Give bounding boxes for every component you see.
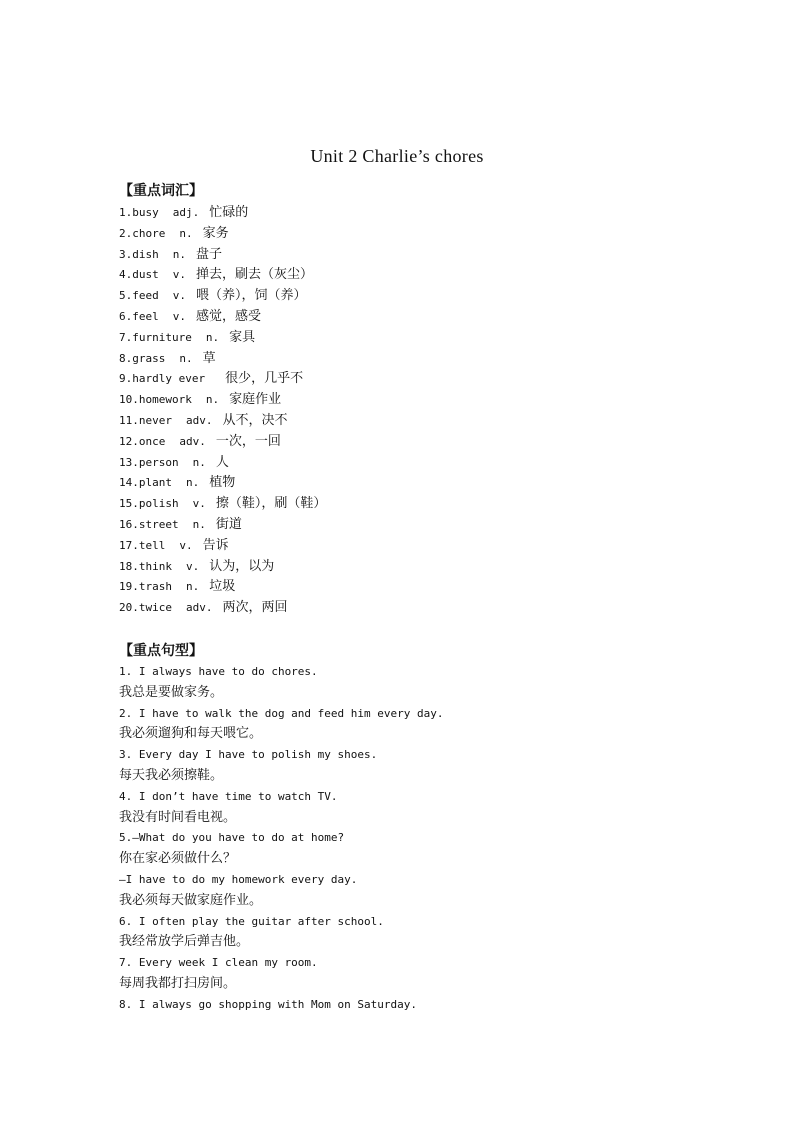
vocab-word: 8.grass	[119, 351, 166, 365]
vocab-pos: v.	[172, 309, 186, 323]
vocab-word: 1.busy	[119, 206, 159, 219]
vocab-item	[119, 576, 739, 597]
vocab-item	[119, 410, 739, 431]
sentence-chinese: 我总是要做家务。	[119, 684, 224, 700]
vocab-pos: n.	[185, 476, 200, 490]
vocab-item	[119, 223, 739, 244]
vocab-pos: v.	[172, 268, 186, 282]
vocab-pos: n.	[192, 455, 206, 469]
vocab-item	[119, 493, 739, 514]
vocab-meaning: 两次，两回	[222, 600, 288, 616]
sentence-heading: 【重点句型】	[119, 642, 203, 659]
vocab-word: 19.trash	[119, 580, 172, 594]
vocab-meaning: 人	[215, 454, 229, 470]
vocab-pos: n.	[185, 580, 200, 594]
vocab-pos: adj.	[172, 206, 200, 219]
sentence-chinese: 我必须遛狗和每天喂它。	[119, 726, 263, 742]
vocab-item	[119, 597, 739, 618]
vocab-word: 10.homework	[119, 393, 192, 407]
vocab-pos: n.	[179, 226, 193, 240]
document-body	[119, 180, 739, 1015]
vocab-pos: adv.	[179, 434, 206, 448]
sentence-list	[119, 662, 739, 1016]
vocab-item	[119, 244, 739, 265]
vocab-pos: n.	[172, 247, 186, 261]
vocab-item	[119, 202, 739, 223]
vocab-word: 16.street	[119, 517, 179, 531]
vocab-meaning: 喂（养），饲（养）	[196, 288, 307, 304]
vocab-pos: v.	[185, 559, 200, 573]
vocab-meaning: 家庭作业	[229, 392, 282, 408]
page-title: Unit 2 Charlie’s chores	[310, 146, 484, 166]
vocab-meaning: 街道	[215, 516, 242, 532]
sentence-chinese: 我必须每天做家庭作业。	[119, 892, 263, 908]
vocab-word: 3.dish	[119, 247, 159, 261]
vocab-word: 12.once	[119, 434, 166, 448]
sentence-chinese: 每周我都打扫房间。	[119, 975, 237, 991]
vocab-pos: n.	[205, 330, 220, 344]
sentence-english: 3. Every day I have to polish my shoes.	[119, 748, 378, 762]
vocab-item	[119, 285, 739, 306]
sentence-chinese: 我没有时间看电视。	[119, 809, 237, 825]
vocab-item	[119, 327, 739, 348]
vocab-item	[119, 306, 739, 327]
sentence-english: 8. I always go shopping with Mom on Saturday.	[119, 997, 418, 1011]
vocab-item	[119, 264, 739, 285]
vocab-meaning: 从不，决不	[222, 412, 288, 428]
sentence-english: 7. Every week I clean my room.	[119, 956, 318, 970]
sentence-chinese: 我经常放学后弹吉他。	[119, 934, 250, 950]
vocab-meaning: 告诉	[202, 537, 229, 553]
vocab-item	[119, 472, 739, 493]
vocab-item	[119, 431, 739, 452]
sentence-chinese: 每天我必须擦鞋。	[119, 767, 224, 783]
sentence-english: 2. I have to walk the dog and feed him every day.	[119, 706, 444, 720]
vocab-meaning: 掸去，刷去（灰尘）	[196, 267, 314, 283]
vocab-list	[119, 202, 739, 618]
vocab-word: 13.person	[119, 455, 179, 469]
vocab-meaning: 草	[202, 350, 216, 366]
vocab-meaning: 擦（鞋），刷（鞋）	[215, 496, 327, 512]
sentence-chinese: 你在家必须做什么？	[119, 851, 237, 867]
vocab-word: 6.feel	[119, 309, 159, 323]
vocab-word: 4.dust	[119, 268, 159, 282]
vocab-meaning: 认为，以为	[209, 558, 275, 574]
vocab-pos: n.	[205, 393, 220, 407]
vocab-item	[119, 389, 739, 410]
vocab-pos: adv.	[185, 601, 213, 615]
vocab-word: 14.plant	[119, 476, 172, 490]
vocab-pos: v.	[172, 289, 186, 303]
vocab-word: 2.chore	[119, 226, 166, 240]
vocab-heading: 【重点词汇】	[119, 183, 203, 199]
vocab-item	[119, 368, 739, 389]
vocab-word: 7.furniture	[119, 330, 192, 344]
vocab-meaning: 家务	[202, 225, 229, 241]
vocab-item	[119, 452, 739, 473]
vocab-word: 18.think	[119, 559, 172, 573]
vocab-meaning: 感觉，感受	[196, 308, 262, 324]
vocab-pos: adv.	[185, 413, 213, 427]
vocab-pos: v.	[179, 538, 193, 552]
vocab-meaning: 很少，几乎不	[225, 371, 304, 387]
vocab-pos: v.	[192, 497, 206, 511]
vocab-item	[119, 348, 739, 369]
vocab-item	[119, 556, 739, 577]
sentence-english: —I have to do my homework every day.	[119, 872, 358, 886]
vocab-word: 5.feed	[119, 289, 159, 303]
vocab-meaning: 忙碌的	[209, 205, 249, 220]
vocab-pos: n.	[179, 351, 193, 365]
vocab-word: 11.never	[119, 413, 172, 427]
vocab-meaning: 植物	[209, 475, 236, 491]
sentence-english: 5.—What do you have to do at home?	[119, 831, 345, 845]
vocab-item	[119, 535, 739, 556]
sentence-english: 4. I don’t have time to watch TV.	[119, 789, 338, 803]
vocab-meaning: 垃圾	[209, 579, 236, 595]
vocab-word: 9.hardly ever	[119, 372, 206, 386]
section-gap	[119, 618, 739, 640]
sentence-english: 1. I always have to do chores.	[119, 664, 318, 678]
vocab-meaning: 家具	[229, 329, 256, 345]
vocab-word: 20.twice	[119, 601, 172, 615]
vocab-meaning: 一次，一回	[215, 433, 281, 449]
sentence-english: 6. I often play the guitar after school.	[119, 914, 384, 928]
vocab-meaning: 盘子	[196, 246, 223, 262]
vocab-word: 15.polish	[119, 497, 179, 511]
vocab-word: 17.tell	[119, 538, 166, 552]
vocab-pos: n.	[192, 517, 206, 531]
vocab-item	[119, 514, 739, 535]
